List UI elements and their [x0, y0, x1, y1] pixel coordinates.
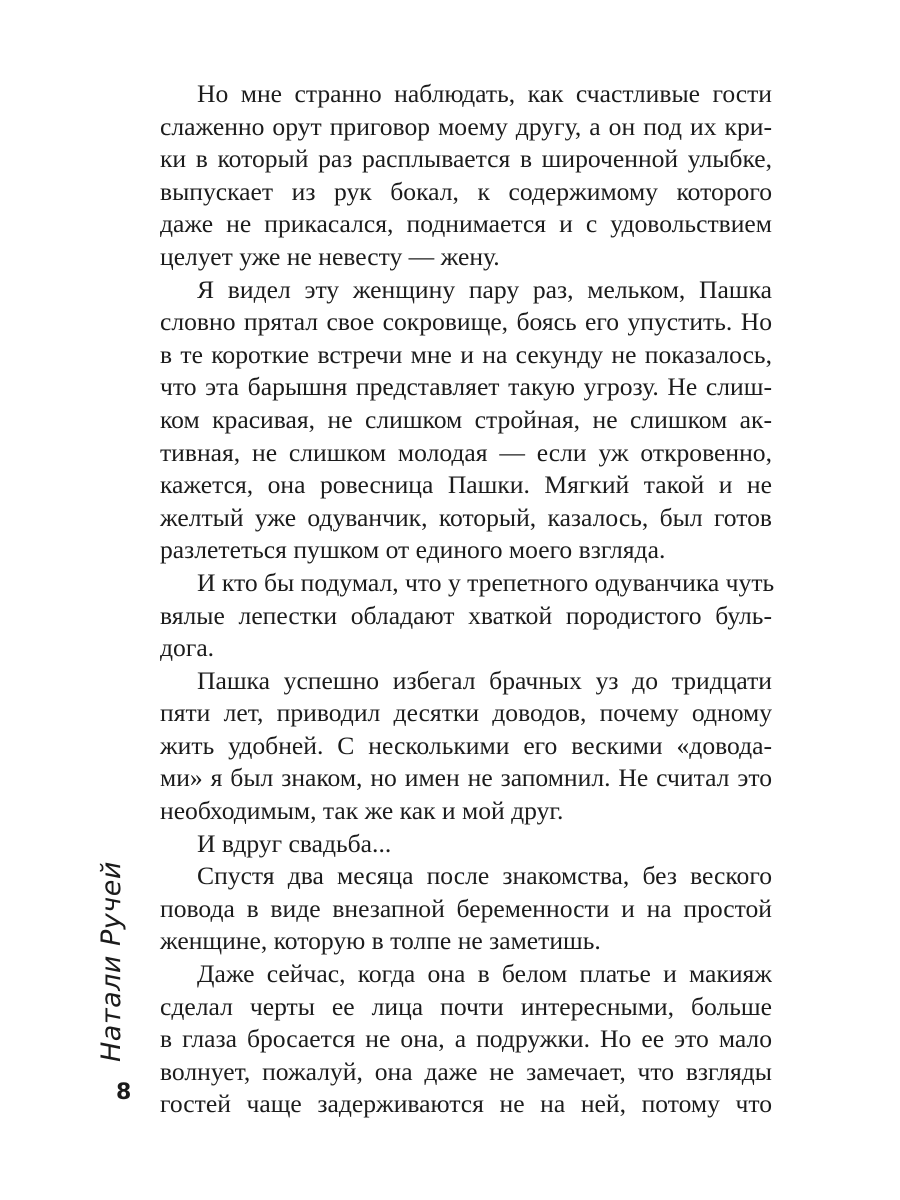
- text-line: И вдруг свадьба...: [197, 828, 392, 858]
- text-line: ми» я был знаком, но имен не запомнил. Не считал это: [160, 763, 772, 793]
- text-line: гостей чаще задерживаются не на ней, потому что: [160, 1089, 772, 1119]
- text-line: целует уже не невесту — жену.: [160, 241, 500, 271]
- text-line: вялые лепестки обладают хваткой породистого буль-: [160, 600, 772, 630]
- text-line: Я видел эту женщину пару раз, мельком, Пашка: [197, 274, 772, 304]
- text-line: желтый уже одуванчик, который, казалось, был готов: [160, 502, 772, 532]
- text-line: Пашка успешно избегал брачных уз до тридцати: [197, 665, 772, 695]
- text-line: сделал черты ее лица почти интересными, больше: [160, 991, 772, 1021]
- text-line: ки в который раз расплывается в широченной улыбке,: [160, 144, 772, 174]
- text-line: Но мне странно наблюдать, как счастливые гости: [197, 79, 772, 108]
- text-line: Даже сейчас, когда она в белом платье и макияж: [197, 959, 772, 989]
- text-line: И кто бы подумал, что у трепетного одуванчика чуть: [197, 567, 775, 597]
- text-line: кажется, она ровесница Пашки. Мягкий такой и не: [160, 470, 772, 500]
- text-line: женщине, которую в толпе не заметишь.: [160, 926, 601, 956]
- text-line: повода в виде внезапной беременности и на простой: [160, 893, 772, 923]
- text-line: в те короткие встречи мне и на секунду не показалось,: [160, 339, 772, 369]
- text-line: Спустя два месяца после знакомства, без веского: [197, 861, 772, 891]
- text-line: жить удобней. С несколькими его вескими «довода-: [160, 730, 772, 760]
- text-line: разлететься пушком от единого моего взгляда.: [160, 535, 666, 565]
- text-line: в глаза бросается не она, а подружки. Но ее это мало: [160, 1024, 772, 1054]
- body-text: [160, 78, 775, 1121]
- page-number: 8: [116, 1080, 132, 1105]
- author-signature: Натали Ручей: [96, 861, 127, 1062]
- text-line: даже не прикасался, поднимается и с удовольствием: [160, 209, 772, 239]
- text-line: волнует, пожалуй, она даже не замечает, что взгляды: [160, 1056, 772, 1086]
- text-line: дога.: [160, 633, 215, 663]
- text-line: пяти лет, приводил десятки доводов, почему одному: [160, 698, 772, 728]
- text-line: тивная, не слишком молодая — если уж откровенно,: [160, 437, 772, 467]
- text-line: словно прятал свое сокровище, боясь его упустить. Но: [160, 307, 772, 337]
- text-line: ком красивая, не слишком стройная, не слишком ак-: [160, 404, 772, 434]
- text-line: необходимым, так же как и мой друг.: [160, 796, 564, 826]
- text-line: слаженно орут приговор моему другу, а он под их кри-: [160, 111, 772, 141]
- text-line: выпускает из рук бокал, к содержимому которого: [160, 176, 772, 206]
- text-line: что эта барышня представляет такую угрозу. Не слиш-: [160, 372, 772, 402]
